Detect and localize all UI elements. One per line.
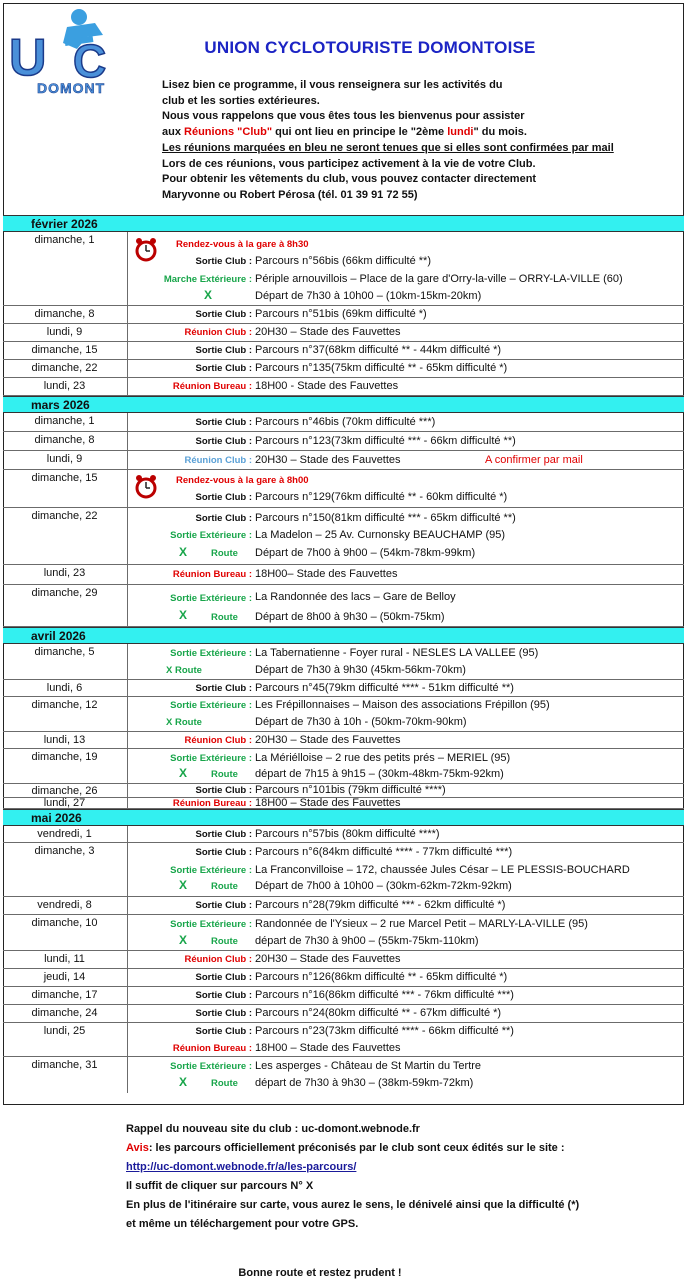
sortie-club-label: Sortie Club : — [195, 683, 252, 694]
event-text: 18H00– Stade des Fauvettes — [255, 568, 398, 580]
event-text: La Madelon – 25 Av. Curnonsky BEAUCHAMP (95) — [255, 529, 506, 541]
sortie-club-label: Sortie Club : — [195, 256, 252, 267]
day-label: dimanche, 29 — [31, 587, 98, 599]
schedule-row — [3, 897, 684, 915]
schedule-row — [3, 1005, 684, 1023]
schedule-row — [3, 451, 684, 470]
x-mark: X — [179, 1075, 188, 1089]
sortie-exterieure-label: Sortie Extérieure : — [170, 648, 252, 659]
day-label: dimanche, 15 — [31, 344, 98, 356]
day-label: dimanche, 8 — [34, 434, 95, 446]
page-title: UNION CYCLOTOURISTE DOMONTOISE — [204, 38, 536, 57]
event-text: La Mériélloise – 2 rue des petits prés – MERIEL (95) — [255, 752, 511, 764]
event-text: départ de 7h15 à 9h15 – (30km-48km-75km-92km) — [255, 768, 504, 780]
footer-line: et même un téléchargement pour votre GPS. — [126, 1218, 359, 1230]
intro-line: aux Réunions "Club" qui ont lieu en principe le "2ème lundi" du mois. — [162, 126, 527, 139]
x-route-label: X Route — [166, 665, 202, 676]
x-mark: X — [179, 933, 188, 947]
schedule-row — [3, 508, 684, 565]
day-label: dimanche, 10 — [31, 917, 98, 929]
day-label: dimanche, 17 — [31, 989, 98, 1001]
schedule-row — [3, 784, 684, 798]
intro-line-blue-note: Les réunions marquées en bleu ne seront tenues que si elles sont confirmées par mail — [162, 141, 614, 154]
route-label: Route — [211, 1078, 238, 1089]
event-text: Les Frépillonnaises – Maison des associations Frépillon (95) — [255, 699, 550, 711]
reunion-club-label: Réunion Club : — [184, 455, 252, 466]
event-text: 18H00 – Stade des Fauvettes — [255, 798, 401, 809]
event-text: départ de 7h30 à 9h30 – (38km-59km-72km) — [255, 1077, 474, 1089]
intro-text — [162, 78, 614, 204]
event-text: Parcours n°37(68km difficulté ** - 44km difficulté *) — [255, 344, 502, 356]
schedule-row — [3, 324, 684, 342]
day-label: vendredi, 8 — [37, 899, 92, 911]
event-text: Départ de 8h00 à 9h30 – (50km-75km) — [255, 611, 445, 623]
sortie-club-label: Sortie Club : — [195, 309, 252, 320]
schedule-row — [3, 697, 684, 732]
sortie-club-label: Sortie Club : — [195, 1008, 252, 1019]
sortie-club-label: Sortie Club : — [195, 363, 252, 374]
sortie-club-label: Sortie Club : — [195, 972, 252, 983]
event-text: Parcours n°46bis (70km difficulté ***) — [255, 416, 436, 428]
event-text: Parcours n°28(79km difficulté *** - 62km difficulté *) — [255, 899, 506, 911]
svg-text:C: C — [73, 35, 107, 87]
event-text: Parcours n°16(86km difficulté *** - 76km difficulté ***) — [255, 989, 514, 1001]
route-label: Route — [211, 769, 238, 780]
schedule-row — [3, 585, 684, 627]
reunion-bureau-label: Réunion Bureau : — [172, 1043, 252, 1054]
schedule-row — [3, 951, 684, 969]
day-label: lundi, 13 — [43, 734, 86, 746]
day-label: dimanche, 22 — [31, 510, 98, 522]
x-mark: X — [179, 608, 188, 622]
event-text: Parcours n°57bis (80km difficulté ****) — [255, 828, 440, 840]
day-label: dimanche, 12 — [31, 699, 98, 711]
month-header: février 2026 — [3, 215, 684, 232]
event-text: Départ de 7h00 à 9h00 – (54km-78km-99km) — [255, 547, 476, 559]
sortie-club-label: Sortie Club : — [195, 829, 252, 840]
footer-line: En plus de l'itinéraire sur carte, vous aurez le sens, le dénivelé ainsi que la difficulté (*) — [126, 1199, 580, 1211]
route-label: Route — [211, 936, 238, 947]
event-text: Parcours n°51bis (69km difficulté *) — [255, 308, 427, 320]
day-label: dimanche, 19 — [31, 751, 98, 763]
parcours-link[interactable]: http://uc-domont.webnode.fr/a/les-parcours/ — [126, 1161, 357, 1173]
footer-line: Il suffit de cliquer sur parcours N° X — [126, 1180, 314, 1192]
event-text: La Randonnée des lacs – Gare de Belloy — [255, 591, 456, 603]
day-label: lundi, 27 — [43, 798, 86, 809]
day-label: lundi, 25 — [43, 1025, 86, 1037]
sortie-club-label: Sortie Club : — [195, 417, 252, 428]
sortie-club-label: Sortie Club : — [195, 1026, 252, 1037]
schedule-row — [3, 1023, 684, 1057]
day-label: lundi, 23 — [43, 380, 86, 392]
day-label: lundi, 9 — [46, 326, 83, 338]
schedule-row — [3, 1057, 684, 1093]
day-label: dimanche, 3 — [34, 845, 95, 857]
reunion-club-label: Réunion Club : — [184, 327, 252, 338]
schedule-row — [3, 360, 684, 378]
x-mark: X — [179, 545, 188, 559]
day-label: lundi, 6 — [46, 682, 83, 694]
schedule-row — [3, 915, 684, 951]
event-text: La Franconvilloise – 172, chaussée Jules César – LE PLESSIS-BOUCHARD — [255, 864, 630, 876]
x-mark: X — [204, 288, 213, 302]
day-label: dimanche, 5 — [34, 646, 95, 658]
rendezvous-note: Rendez-vous à la gare à 8h30 — [176, 239, 309, 250]
sortie-club-label: Sortie Club : — [195, 990, 252, 1001]
intro-line: club et les sorties extérieures. — [162, 94, 320, 107]
sortie-club-label: Sortie Club : — [195, 847, 252, 858]
reunion-club-label: Réunion Club : — [184, 954, 252, 965]
event-text: Parcours n°150(81km difficulté *** - 65km difficulté **) — [255, 512, 516, 524]
reunion-bureau-label: Réunion Bureau : — [172, 381, 252, 392]
alarm-clock-icon — [133, 236, 159, 262]
event-text: Parcours n°123(73km difficulté *** - 66km difficulté **) — [255, 435, 516, 447]
month-header: avril 2026 — [3, 627, 684, 644]
route-label: Route — [211, 548, 238, 559]
route-label: Route — [211, 881, 238, 892]
event-text: Parcours n°23(73km difficulté **** - 66km difficulté **) — [255, 1025, 514, 1037]
event-text: Départ de 7h30 à 10h - (50km-70km-90km) — [255, 716, 467, 728]
sortie-exterieure-label: Sortie Extérieure : — [170, 700, 252, 711]
day-label: dimanche, 15 — [31, 472, 98, 484]
day-label: dimanche, 22 — [31, 362, 98, 374]
event-text: Parcours n°56bis (66km difficulté **) — [255, 255, 431, 267]
svg-text:DOMONT: DOMONT — [37, 80, 106, 96]
reunion-club-label: Réunion Club : — [184, 735, 252, 746]
schedule-row — [3, 644, 684, 680]
sortie-exterieure-label: Sortie Extérieure : — [170, 919, 252, 930]
footer-line — [126, 1158, 579, 1177]
schedule-row — [3, 798, 684, 809]
event-text: 18H00 – Stade des Fauvettes — [255, 1042, 401, 1054]
event-text: Départ de 7h30 à 10h00 – (10km-15km-20km) — [255, 290, 482, 302]
day-label: lundi, 23 — [43, 567, 86, 579]
day-label: dimanche, 31 — [31, 1059, 98, 1071]
event-text: 20H30 – Stade des Fauvettes — [255, 734, 401, 746]
day-label: dimanche, 24 — [31, 1007, 98, 1019]
day-label: lundi, 9 — [46, 453, 83, 465]
schedule-row — [3, 843, 684, 897]
sortie-club-label: Sortie Club : — [195, 785, 252, 796]
route-label: Route — [211, 612, 238, 623]
sortie-exterieure-label: Sortie Extérieure : — [170, 1061, 252, 1072]
club-logo — [7, 3, 131, 101]
schedule-row — [3, 987, 684, 1005]
intro-line: Lisez bien ce programme, il vous renseignera sur les activités du — [162, 79, 503, 91]
sortie-club-label: Sortie Club : — [195, 436, 252, 447]
event-text: La Tabernatienne - Foyer rural - NESLES LA VALLEE (95) — [255, 647, 539, 659]
schedule-row — [3, 306, 684, 324]
sortie-club-label: Sortie Club : — [195, 492, 252, 503]
schedule-row — [3, 732, 684, 749]
sortie-club-label: Sortie Club : — [195, 900, 252, 911]
rendezvous-note: Rendez-vous à la gare à 8h00 — [176, 475, 309, 486]
closing-message: Bonne route et restez prudent ! — [238, 1267, 402, 1279]
event-text: 20H30 – Stade des Fauvettes — [255, 953, 401, 965]
event-text: Départ de 7h30 à 9h30 (45km-56km-70km) — [255, 664, 466, 676]
event-text: Départ de 7h00 à 10h00 – (30km-62km-72km-92km) — [255, 880, 512, 892]
schedule-row — [3, 232, 684, 306]
intro-contact-line: Maryvonne ou Robert Pérosa (tél. 01 39 91 72 55) — [162, 188, 418, 201]
intro-line: Nous vous rappelons que vous êtes tous les bienvenus pour assister — [162, 110, 525, 123]
event-text: 18H00 - Stade des Fauvettes — [255, 380, 399, 392]
month-header: mars 2026 — [3, 396, 684, 413]
reunion-bureau-label: Réunion Bureau : — [172, 798, 252, 809]
sortie-club-label: Sortie Club : — [195, 345, 252, 356]
schedule-row — [3, 680, 684, 697]
event-text: Parcours n°129(76km difficulté ** - 60km difficulté *) — [255, 491, 508, 503]
schedule-table — [3, 215, 684, 1093]
schedule-row — [3, 413, 684, 432]
sortie-exterieure-label: Sortie Extérieure : — [170, 530, 252, 541]
confirm-note: A confirmer par mail — [485, 454, 583, 466]
day-label: lundi, 11 — [44, 953, 85, 965]
event-text: 20H30 – Stade des Fauvettes — [255, 454, 401, 466]
event-text: Randonnée de l'Ysieux – 2 rue Marcel Petit – MARLY-LA-VILLE (95) — [255, 918, 588, 930]
month-header: mai 2026 — [3, 809, 684, 826]
schedule-row — [3, 432, 684, 451]
event-text: Les asperges - Château de St Martin du Tertre — [255, 1060, 482, 1072]
alarm-clock-icon — [133, 473, 159, 499]
schedule-row — [3, 826, 684, 843]
day-label: vendredi, 1 — [37, 828, 92, 840]
event-text: Parcours n°101bis (79km difficulté ****) — [255, 784, 446, 796]
schedule-row — [3, 969, 684, 987]
marche-exterieure-label: Marche Extérieure : — [163, 274, 252, 285]
day-label: dimanche, 1 — [34, 415, 95, 427]
event-text: départ de 7h30 à 9h00 – (55km-75km-110km) — [255, 935, 479, 947]
event-text: Parcours n°135(75km difficulté ** - 65km difficulté *) — [255, 362, 508, 374]
schedule-row — [3, 565, 684, 585]
event-text: Parcours n°45(79km difficulté **** - 51km difficulté **) — [255, 682, 514, 694]
event-text: Parcours n°6(84km difficulté **** - 77km difficulté ***) — [255, 846, 513, 858]
schedule-row — [3, 378, 684, 396]
event-text: Périple arnouvillois – Place de la gare d'Orry-la-ville – ORRY-LA-VILLE (60) — [255, 273, 623, 285]
sortie-exterieure-label: Sortie Extérieure : — [170, 753, 252, 764]
x-mark: X — [179, 766, 188, 780]
day-label: dimanche, 1 — [34, 234, 95, 246]
footer-notes — [126, 1120, 579, 1234]
sortie-exterieure-label: Sortie Extérieure : — [170, 865, 252, 876]
sortie-exterieure-label: Sortie Extérieure : — [170, 593, 252, 604]
intro-line: Pour obtenir les vêtements du club, vous pouvez contacter directement — [162, 173, 537, 186]
event-text: Parcours n°24(80km difficulté ** - 67km difficulté *) — [255, 1007, 502, 1019]
schedule-row — [3, 470, 684, 508]
day-label: jeudi, 14 — [43, 971, 86, 983]
x-route-label: X Route — [166, 717, 202, 728]
footer-line: Avis: les parcours officiellement préconisés par le club sont ceux édités sur le site : — [126, 1142, 565, 1154]
event-text: 20H30 – Stade des Fauvettes — [255, 326, 401, 338]
sortie-club-label: Sortie Club : — [195, 513, 252, 524]
schedule-row — [3, 749, 684, 784]
schedule-row — [3, 342, 684, 360]
svg-text:U: U — [9, 29, 47, 87]
day-label: dimanche, 8 — [34, 308, 95, 320]
reunion-bureau-label: Réunion Bureau : — [172, 569, 252, 580]
event-text: Parcours n°126(86km difficulté ** - 65km difficulté *) — [255, 971, 508, 983]
footer-line: Rappel du nouveau site du club : uc-domont.webnode.fr — [126, 1123, 420, 1135]
x-mark: X — [179, 878, 188, 892]
intro-line: Lors de ces réunions, vous participez activement à la vie de votre Club. — [162, 157, 536, 170]
day-label: dimanche, 26 — [31, 785, 98, 797]
